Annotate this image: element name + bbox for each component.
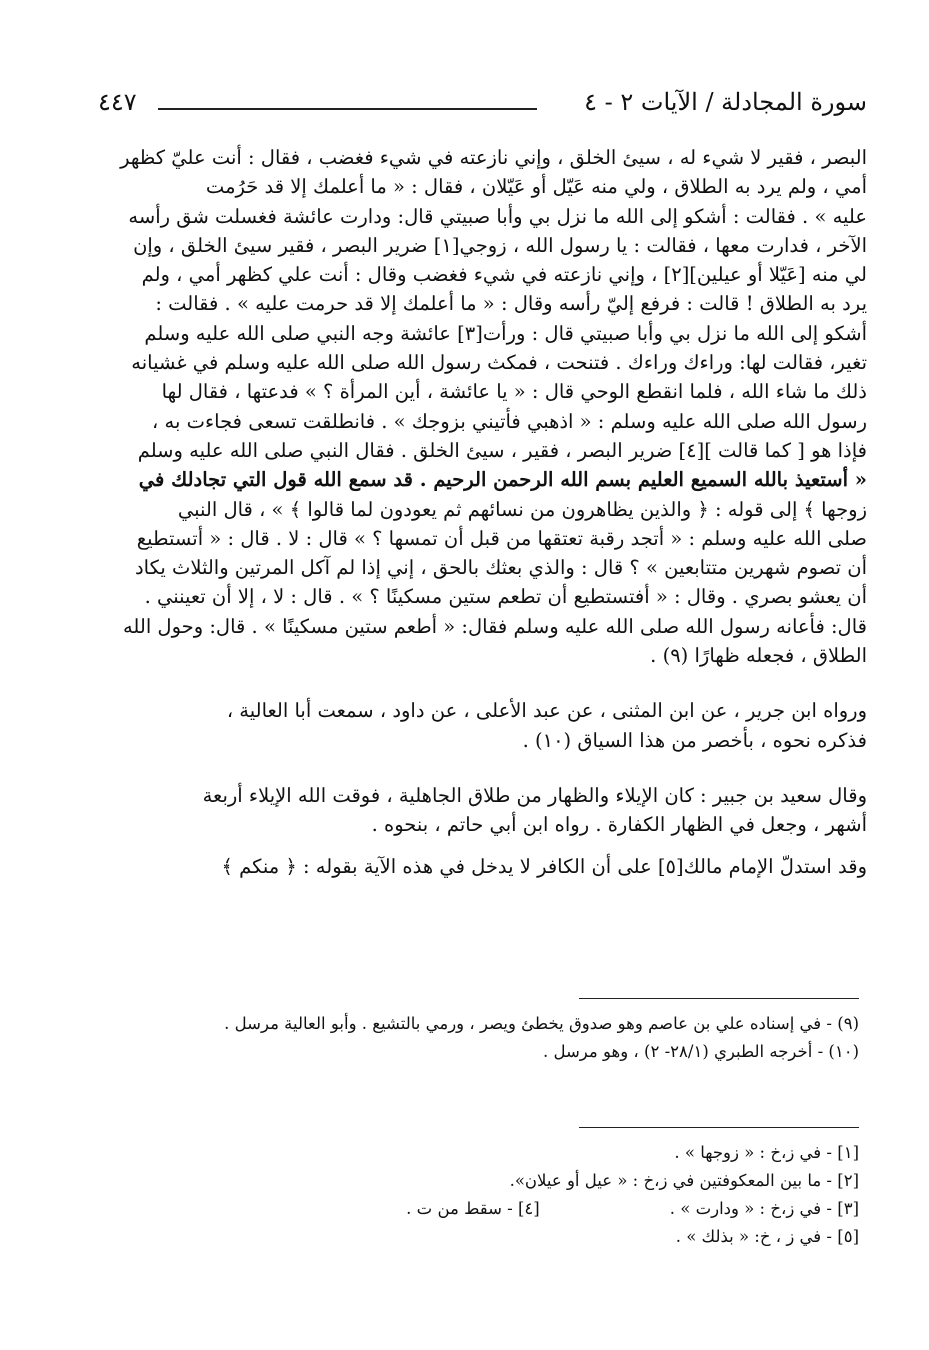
variant-1: [١] - في ز،خ : « زوجها » .: [674, 1143, 859, 1162]
paragraph-ibn-jarir: [98, 696, 867, 755]
text-line: فذكره نحوه ، بأخصر من هذا السياق (١٠) .: [522, 728, 867, 752]
variant-row-3-4: [98, 1195, 859, 1223]
manuscript-variants: [98, 1139, 859, 1251]
text-line: صلى الله عليه وسلم : « أتجد رقبة تعتقها من قبل أن تمسها ؟ » قال : لا . قال : « أتستطيع: [136, 526, 867, 550]
text-line: زوجها ﴾ إلى قوله : ﴿ والذين يظاهرون من نسائهم ثم يعودون لما قالوا ﴾ » ، قال النبي: [177, 497, 867, 521]
header-rule: [158, 108, 537, 110]
footnote-10: (١٠) - أخرجه الطبري (٢٨/١- ٢) ، وهو مرسل .: [543, 1042, 859, 1061]
text-line: ورواه ابن جرير ، عن ابن المثنى ، عن عبد الأعلى ، عن داود ، سمعت أبا العالية ،: [226, 699, 867, 723]
text-line: رسول الله صلى الله عليه وسلم : « اذهبي فأتيني بزوجك » . فانطلقت تسعى فجاءت به ،: [152, 409, 867, 433]
page-number: ٤٤٧: [98, 88, 137, 116]
surah-title: سورة المجادلة / الآيات ٢ - ٤: [584, 88, 867, 116]
variant-3: [٣] - في ز،خ : « ودارت » .: [669, 1199, 859, 1218]
text-line: عليه » . فقالت : أشكو إلى الله ما نزل بي وأبا صبيتي قال: ودارت عائشة فغسلت شق رأسه: [128, 204, 867, 228]
text-line: أن تصوم شهرين متتابعين » ؟ قال : والذي بعثك بالحق ، إني إذا لم آكل المرتين والثلاث يكاد: [134, 556, 867, 580]
variant-2: [٢] - ما بين المعكوفتين في ز،خ : « عيل أو عيلان».: [509, 1171, 859, 1190]
text-line: تغير، فقالت لها: وراءك وراءك . فتنحت ، فمكث رسول الله صلى الله عليه وسلم في غشيانه: [131, 351, 867, 375]
text-line: وقد استدلّ الإمام مالك[٥] على أن الكافر لا يدخل في هذه الآية بقوله : ﴿ منكم ﴾: [221, 854, 867, 878]
variant-5: [٥] - في ز ، خ: « بذلك » .: [675, 1227, 859, 1246]
footnote-9: (٩) - في إسناده علي بن عاصم وهو صدوق يخطئ ويصر ، ورمي بالتشيع . وأبو العالية مرسل .: [224, 1014, 859, 1033]
page-header: [98, 88, 867, 128]
footnotes: [98, 1010, 859, 1066]
variant-4: [٤] - سقط من ت .: [406, 1199, 540, 1218]
text-line: الطلاق ، فجعله ظهارًا (٩) .: [650, 644, 867, 668]
text-line: وقال سعيد بن جبير : كان الإيلاء والظهار من طلاق الجاهلية ، فوقت الله الإيلاء أربعة: [202, 783, 867, 807]
text-line: أشهر ، وجعل في الظهار الكفارة . رواه ابن أبي حاتم ، بنحوه .: [371, 813, 867, 837]
text-line: البصر ، فقير لا شيء له ، سيئ الخلق ، وإني نازعته في شيء فغضب ، فقال : أنت عليّ كظهر: [120, 146, 867, 169]
paragraph-said-ibn-jubair: [98, 781, 867, 840]
text-line: ذلك ما شاء الله ، فلما انقطع الوحي قال : « يا عائشة ، أين المرأة ؟ » فدعتها ، فقال لها: [161, 380, 867, 404]
text-line: لي منه [عَيّلا أو عيلين][٢] ، وإني نازعته في شيء فغضب وقال : أنت علي كظهر أمي ، ولم: [141, 263, 867, 287]
variants-separator: [579, 1127, 859, 1128]
text-line: « أستعيذ بالله السميع العليم بسم الله الرحمن الرحيم . قد سمع الله قول التي تجادلك في: [138, 468, 867, 492]
text-line: يرد به الطلاق ! قالت : فرفع إليّ رأسه وقال : « ما أعلمك إلا قد حرمت عليه » . فقالت :: [155, 292, 867, 316]
paragraph-malik: [98, 852, 867, 881]
footnote-separator: [579, 998, 859, 999]
text-line: أمي ، ولم يرد به الطلاق ، ولي منه عَيّل أو عَيّلان ، فقال : « ما أعلمك إلا قد حَرُمت: [205, 175, 867, 199]
text-line: قال: فأعانه رسول الله صلى الله عليه وسلم فقال: « أطعم ستين مسكينًا » . قال: وحول الله: [122, 614, 867, 638]
text-line: أشكو إلى الله ما نزل بي وأبا صبيتي قال : ورأت[٣] عائشة وجه النبي صلى الله عليه وسلم: [144, 321, 867, 345]
main-text: [98, 143, 867, 881]
text-line: أن يعشو بصري . وقال : « أفتستطيع أن تطعم ستين مسكينًا ؟ » . قال : لا ، إلا أن تعينني .: [144, 585, 867, 609]
text-line: الآخر ، فدارت معها ، فقالت : يا رسول الله ، زوجي[١] ضرير البصر ، فقير سيئ الخلق ، وإن: [133, 233, 867, 257]
text-line: فإذا هو [ كما قالت ][٤] ضرير البصر ، فقير ، سيئ الخلق . فقال النبي صلى الله عليه وسلم: [137, 438, 867, 462]
